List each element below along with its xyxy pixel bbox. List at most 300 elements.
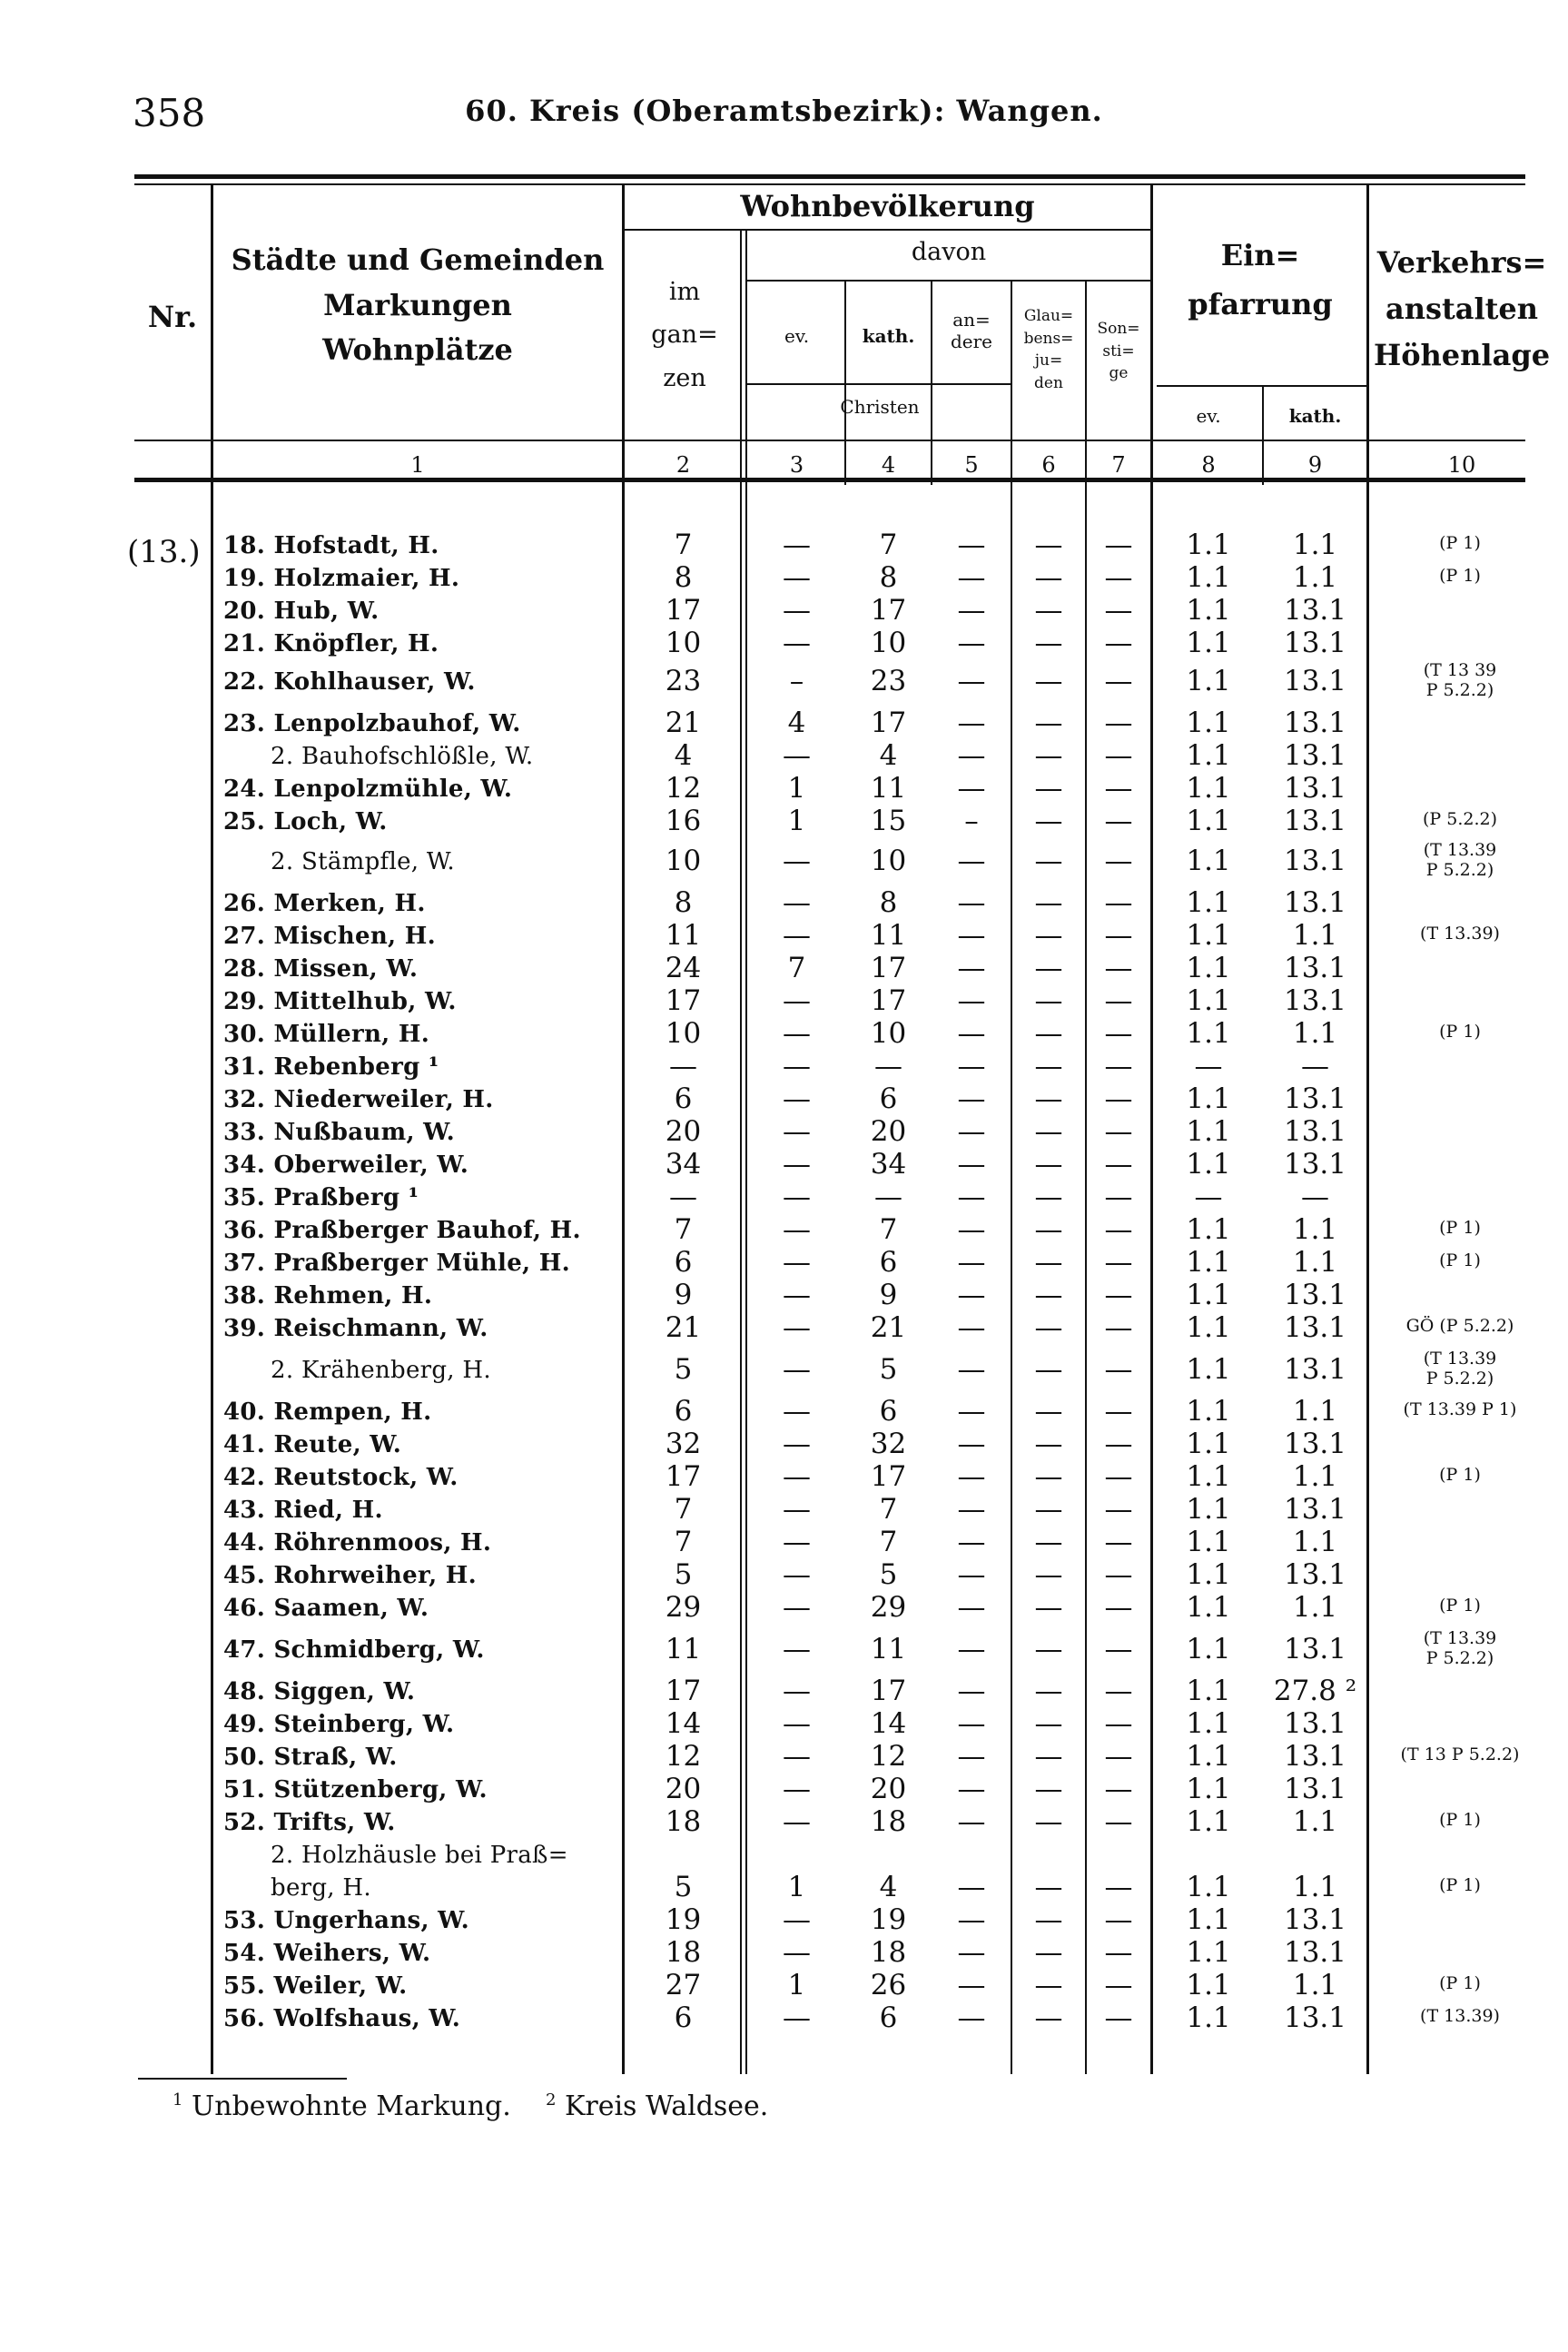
cell-ev: — — [783, 1213, 811, 1246]
cell-juden: — — [1034, 561, 1063, 594]
cell-juden: — — [1034, 984, 1063, 1017]
cell-juden: — — [1034, 772, 1063, 805]
table-row — [0, 886, 1568, 923]
traffic-note-line: P 5.2.2) — [1425, 679, 1494, 700]
cell-sonst: — — [1104, 1493, 1133, 1526]
cell-sonst: — — [1104, 1460, 1133, 1493]
header-verkehr-line3: Höhenlage — [1373, 338, 1551, 373]
place-label: 2. Bauhofschlößle, W. — [271, 743, 538, 770]
cell-kath: 7 — [879, 529, 898, 561]
cell-kath: 11 — [870, 919, 907, 952]
cell-pev: 1.1 — [1186, 739, 1231, 772]
place-label: 2. Stämpfle, W. — [271, 848, 460, 875]
cell-juden: — — [1034, 1871, 1063, 1903]
cell-kath: 6 — [879, 1246, 898, 1279]
cell-kath: 7 — [879, 1526, 898, 1558]
cell-sonst: — — [1104, 627, 1133, 659]
cell-andere: — — [957, 529, 986, 561]
footnote-2-mark: 2 — [545, 2090, 557, 2110]
cell-sonst: — — [1104, 665, 1133, 697]
cell-pev: 1.1 — [1186, 1395, 1231, 1428]
cell-total: 10 — [665, 1017, 702, 1050]
place-name — [223, 532, 616, 559]
cell-pkath: 13.1 — [1283, 1773, 1347, 1805]
place-label: 37. Praßberger Mühle, H. — [223, 1250, 576, 1277]
cell-juden: — — [1034, 1558, 1063, 1591]
traffic-note — [1369, 924, 1551, 944]
cell-andere: — — [957, 1082, 986, 1115]
cell-andere: — — [957, 739, 986, 772]
cell-ev: 1 — [787, 1871, 806, 1903]
cell-total: 23 — [665, 665, 702, 697]
table-row — [0, 919, 1568, 955]
cell-total: 5 — [674, 1353, 693, 1386]
cell-juden: — — [1034, 1969, 1063, 2001]
colno-4: 4 — [881, 452, 896, 478]
traffic-note-line: (P 1) — [1439, 566, 1481, 586]
cell-kath: 6 — [879, 2001, 898, 2034]
cell-andere: — — [957, 1246, 986, 1279]
cell-sonst: — — [1104, 1805, 1133, 1838]
cell-pev: 1.1 — [1186, 886, 1231, 919]
table-row — [0, 1773, 1568, 1809]
header-total-line3: zen — [663, 363, 706, 392]
table-row — [0, 1493, 1568, 1529]
cell-pkath: 13.1 — [1283, 1493, 1347, 1526]
cell-pev: 1.1 — [1186, 1311, 1231, 1344]
cell-andere: — — [957, 1740, 986, 1773]
cell-pev: 1.1 — [1186, 1936, 1231, 1969]
footnote-1: Unbewohnte Markung. — [192, 2090, 511, 2122]
cell-juden: — — [1034, 1428, 1063, 1460]
cell-sonst: — — [1104, 1115, 1133, 1148]
cell-pkath: 13.1 — [1283, 952, 1347, 984]
footnote-2: Kreis Waldsee. — [564, 2090, 769, 2122]
place-name — [223, 1021, 616, 1048]
place-name — [223, 1431, 616, 1458]
cell-pkath: 13.1 — [1283, 739, 1347, 772]
place-label: 45. Rohrweiher, H. — [223, 1562, 482, 1589]
cell-andere: — — [957, 627, 986, 659]
cell-kath: 17 — [870, 707, 907, 739]
table-row — [0, 660, 1568, 701]
cell-andere: — — [957, 1526, 986, 1558]
traffic-note — [1369, 1596, 1551, 1616]
cell-kath: 21 — [870, 1311, 907, 1344]
place-label: 28. Missen, W. — [223, 955, 423, 983]
cell-pev: 1.1 — [1186, 1148, 1231, 1181]
header-einpf-kath: kath. — [1288, 405, 1342, 427]
cell-sonst: — — [1104, 1428, 1133, 1460]
cell-pkath: 1.1 — [1292, 1246, 1338, 1279]
cell-kath: 34 — [870, 1148, 907, 1181]
cell-pkath: 1.1 — [1292, 1460, 1338, 1493]
cell-pkath: 13.1 — [1283, 1311, 1347, 1344]
place-label: 38. Rehmen, H. — [223, 1282, 438, 1309]
cell-total: 10 — [665, 627, 702, 659]
place-name — [271, 1874, 616, 1902]
cell-andere: — — [957, 984, 986, 1017]
place-name — [223, 565, 616, 592]
cell-pev: 1.1 — [1186, 805, 1231, 837]
traffic-note — [1369, 567, 1551, 587]
header-sonstige-line3: ge — [1109, 364, 1129, 383]
cell-sonst: — — [1104, 1082, 1133, 1115]
header-davon: davon — [911, 238, 987, 266]
cell-total: 18 — [665, 1936, 702, 1969]
cell-pkath: 1.1 — [1292, 1591, 1338, 1624]
cell-pev: 1.1 — [1186, 1633, 1231, 1665]
place-label: 21. Knöpfler, H. — [223, 630, 444, 657]
cell-ev: — — [783, 1428, 811, 1460]
cell-ev: — — [783, 1633, 811, 1665]
cell-pkath: 13.1 — [1283, 1353, 1347, 1386]
cell-pkath: 13.1 — [1283, 1428, 1347, 1460]
cell-ev: — — [783, 1279, 811, 1311]
cell-pkath: 1.1 — [1292, 1213, 1338, 1246]
header-einpfarrung-line1: Ein= — [1220, 238, 1300, 272]
cell-total: 8 — [674, 561, 693, 594]
cell-sonst: — — [1104, 1633, 1133, 1665]
cell-total: 14 — [665, 1707, 702, 1740]
table-row — [0, 1558, 1568, 1595]
cell-kath: — — [874, 1050, 902, 1082]
place-label: 44. Röhrenmoos, H. — [223, 1529, 497, 1556]
cell-andere: — — [957, 1633, 986, 1665]
christen-rule — [747, 383, 1011, 385]
cell-juden: — — [1034, 805, 1063, 837]
cell-sonst: — — [1104, 1017, 1133, 1050]
cell-ev: — — [783, 1740, 811, 1773]
cell-sonst: — — [1104, 529, 1133, 561]
cell-pkath: 13.1 — [1283, 1558, 1347, 1591]
cell-sonst: — — [1104, 1213, 1133, 1246]
traffic-note — [1369, 1974, 1551, 1994]
table-row — [0, 1279, 1568, 1315]
header-sonstige — [1087, 318, 1150, 385]
cell-ev: — — [783, 1591, 811, 1624]
cell-sonst: — — [1104, 1279, 1133, 1311]
cell-pev: 1.1 — [1186, 1871, 1231, 1903]
cell-total: 16 — [665, 805, 702, 837]
cell-pev: 1.1 — [1186, 1675, 1231, 1707]
cell-pkath: 13.1 — [1283, 1115, 1347, 1148]
cell-kath: 8 — [879, 561, 898, 594]
cell-sonst: — — [1104, 772, 1133, 805]
cell-andere: — — [957, 1493, 986, 1526]
table-row — [0, 805, 1568, 841]
cell-juden: — — [1034, 1082, 1063, 1115]
cell-ev: 1 — [787, 1969, 806, 2001]
traffic-note-line: (T 13.39) — [1420, 924, 1500, 944]
table-row — [0, 594, 1568, 630]
cell-andere: — — [957, 665, 986, 697]
place-label: 40. Rempen, H. — [223, 1398, 438, 1426]
cell-kath: 8 — [879, 886, 898, 919]
place-label: 42. Reutstock, W. — [223, 1464, 464, 1491]
header-christen: Christen — [840, 396, 920, 418]
place-name — [223, 890, 616, 917]
cell-sonst: — — [1104, 1936, 1133, 1969]
cell-andere: — — [957, 952, 986, 984]
cell-total: 12 — [665, 1740, 702, 1773]
cell-total: 7 — [674, 1526, 693, 1558]
header-total-line1: im — [668, 278, 701, 306]
cell-total: 7 — [674, 1213, 693, 1246]
cell-ev: — — [783, 1181, 811, 1213]
cell-sonst: — — [1104, 1871, 1133, 1903]
cell-kath: 23 — [870, 665, 907, 697]
cell-kath: 17 — [870, 1675, 907, 1707]
cell-total: 7 — [674, 529, 693, 561]
traffic-note — [1369, 810, 1551, 830]
cell-ev: — — [783, 2001, 811, 2034]
cell-andere: — — [957, 1558, 986, 1591]
cell-juden: — — [1034, 627, 1063, 659]
header-andere — [932, 309, 1011, 352]
place-label: 35. Praßberg ¹ — [223, 1184, 424, 1211]
place-name — [223, 1972, 616, 2000]
cell-pev: 1.1 — [1186, 1460, 1231, 1493]
cell-andere: — — [957, 1428, 986, 1460]
cell-sonst: — — [1104, 1969, 1133, 2001]
cell-ev: — — [783, 1082, 811, 1115]
place-label: 55. Weiler, W. — [223, 1972, 413, 2000]
traffic-note-line: (P 1) — [1439, 1465, 1481, 1485]
cell-pkath: 13.1 — [1283, 665, 1347, 697]
cell-andere: — — [957, 919, 986, 952]
cell-pkath: 1.1 — [1292, 1969, 1338, 2001]
place-name — [223, 1282, 616, 1309]
place-label: 51. Stützenberg, W. — [223, 1776, 493, 1804]
cell-juden: — — [1034, 1936, 1063, 1969]
colno-9: 9 — [1307, 452, 1323, 478]
cell-kath: 17 — [870, 594, 907, 627]
cell-total: 20 — [665, 1773, 702, 1805]
cell-ev: — — [783, 1460, 811, 1493]
cell-juden: — — [1034, 1740, 1063, 1773]
header-verkehr-line1: Verkehrs= — [1376, 245, 1547, 280]
cell-pev: 1.1 — [1186, 1903, 1231, 1936]
cell-juden: — — [1034, 1311, 1063, 1344]
cell-pkath: 13.1 — [1283, 707, 1347, 739]
cell-pkath: 13.1 — [1283, 627, 1347, 659]
cell-ev: 1 — [787, 772, 806, 805]
cell-kath: 17 — [870, 1460, 907, 1493]
cell-andere: — — [957, 2001, 986, 2034]
place-label: 52. Trifts, W. — [223, 1809, 401, 1836]
traffic-note-line: GÖ (P 5.2.2) — [1405, 1316, 1514, 1336]
cell-pev: 1.1 — [1186, 772, 1231, 805]
cell-pkath: 13.1 — [1283, 1633, 1347, 1665]
cell-total: — — [669, 1050, 697, 1082]
traffic-note — [1369, 1317, 1551, 1337]
cell-juden: — — [1034, 739, 1063, 772]
traffic-note-line: (T 13.39) — [1420, 2006, 1500, 2026]
cell-pev: 1.1 — [1186, 1246, 1231, 1279]
cell-andere: — — [957, 1353, 986, 1386]
traffic-note-line: (T 13.39 P 1) — [1403, 1399, 1517, 1419]
cell-total: 9 — [674, 1279, 693, 1311]
traffic-note — [1369, 534, 1551, 554]
cell-andere: — — [957, 1903, 986, 1936]
traffic-note — [1369, 841, 1551, 881]
cell-pkath: 13.1 — [1283, 984, 1347, 1017]
cell-pkath: 13.1 — [1283, 594, 1347, 627]
cell-ev: — — [783, 1558, 811, 1591]
traffic-note-line: P 5.2.2) — [1425, 859, 1494, 880]
header-places-line1: Städte und Gemeinden — [231, 242, 605, 277]
cell-juden: — — [1034, 1115, 1063, 1148]
footnotes — [173, 2090, 768, 2122]
table-row — [0, 1707, 1568, 1744]
cell-andere: — — [957, 1395, 986, 1428]
place-label: 49. Steinberg, W. — [223, 1711, 459, 1738]
traffic-note-line: (T 13.39 — [1423, 840, 1497, 860]
table-row — [0, 561, 1568, 598]
cell-pev: 1.1 — [1186, 1740, 1231, 1773]
table-top-rule-thin — [134, 183, 1525, 185]
header-sonstige-line2: sti= — [1102, 341, 1135, 361]
traffic-note-line: (T 13 39 — [1423, 660, 1497, 680]
place-label: berg, H. — [271, 1874, 377, 1902]
cell-andere: — — [957, 1017, 986, 1050]
cell-sonst: — — [1104, 1740, 1133, 1773]
cell-pkath: 1.1 — [1292, 561, 1338, 594]
cell-sonst: — — [1104, 1773, 1133, 1805]
cell-ev: — — [783, 1675, 811, 1707]
cell-total: 17 — [665, 984, 702, 1017]
cell-pev: 1.1 — [1186, 1082, 1231, 1115]
cell-juden: — — [1034, 1246, 1063, 1279]
cell-juden: — — [1034, 1213, 1063, 1246]
cell-ev: — — [783, 984, 811, 1017]
place-label: 22. Kohlhauser, W. — [223, 668, 481, 696]
place-label: 23. Lenpolzbauhof, W. — [223, 710, 527, 737]
cell-ev: — — [783, 739, 811, 772]
cell-kath: 12 — [870, 1740, 907, 1773]
traffic-note-line: (P 1) — [1439, 1875, 1481, 1895]
place-label: 43. Ried, H. — [223, 1497, 389, 1524]
cell-ev: — — [783, 594, 811, 627]
place-name — [271, 743, 616, 770]
traffic-note — [1369, 1349, 1551, 1389]
table-row — [0, 1591, 1568, 1627]
cell-total: 21 — [665, 1311, 702, 1344]
cell-total: 6 — [674, 2001, 693, 2034]
cell-ev: — — [783, 1017, 811, 1050]
place-name — [223, 1595, 616, 1622]
cell-total: 5 — [674, 1558, 693, 1591]
cell-juden: — — [1034, 1773, 1063, 1805]
cell-total: 12 — [665, 772, 702, 805]
footnote-rule — [138, 2078, 347, 2080]
table-row — [0, 1213, 1568, 1250]
place-label: 31. Rebenberg ¹ — [223, 1053, 445, 1081]
cell-juden: — — [1034, 952, 1063, 984]
header-bottom-rule — [134, 440, 1525, 441]
cell-sonst: — — [1104, 561, 1133, 594]
traffic-note — [1369, 2007, 1551, 2027]
cell-juden: — — [1034, 1493, 1063, 1526]
cell-kath: 11 — [870, 772, 907, 805]
colno-2: 2 — [676, 452, 691, 478]
table-row — [0, 739, 1568, 776]
place-label: 2. Krähenberg, H. — [271, 1357, 497, 1384]
cell-kath: 20 — [870, 1773, 907, 1805]
cell-juden: — — [1034, 1460, 1063, 1493]
cell-juden: — — [1034, 1148, 1063, 1181]
cell-pev: 1.1 — [1186, 919, 1231, 952]
traffic-note — [1369, 1466, 1551, 1486]
cell-juden: — — [1034, 665, 1063, 697]
place-name — [223, 2005, 616, 2032]
colno-3: 3 — [789, 452, 804, 478]
traffic-note-line: (T 13.39 — [1423, 1349, 1497, 1369]
colno-5: 5 — [964, 452, 979, 478]
traffic-note-line: (T 13.39 — [1423, 1628, 1497, 1648]
cell-pkath: 1.1 — [1292, 1017, 1338, 1050]
traffic-note — [1369, 1023, 1551, 1043]
traffic-note — [1369, 1629, 1551, 1669]
table-row — [0, 1115, 1568, 1151]
cell-pkath: 1.1 — [1292, 1805, 1338, 1838]
cell-total: 24 — [665, 952, 702, 984]
cell-sonst: — — [1104, 1903, 1133, 1936]
cell-pkath: 13.1 — [1283, 886, 1347, 919]
cell-juden: — — [1034, 1050, 1063, 1082]
cell-ev: — — [783, 1395, 811, 1428]
place-name — [271, 848, 616, 875]
traffic-note — [1369, 661, 1551, 701]
cell-sonst: — — [1104, 739, 1133, 772]
group-label: (13.) — [127, 534, 201, 570]
place-name — [223, 1053, 616, 1081]
traffic-note-line: (P 1) — [1439, 1022, 1481, 1042]
cell-ev: 7 — [787, 952, 806, 984]
cell-ev: — — [783, 529, 811, 561]
cell-juden: — — [1034, 1675, 1063, 1707]
cell-pkath: 13.1 — [1283, 1936, 1347, 1969]
table-row — [0, 707, 1568, 743]
cell-kath: 7 — [879, 1493, 898, 1526]
cell-pev: — — [1194, 1050, 1223, 1082]
place-name — [223, 1809, 616, 1836]
cell-kath: 7 — [879, 1213, 898, 1246]
cell-total: 6 — [674, 1395, 693, 1428]
cell-pkath: 1.1 — [1292, 1526, 1338, 1558]
cell-andere: — — [957, 561, 986, 594]
header-ev: ev. — [784, 325, 810, 347]
cell-juden: — — [1034, 2001, 1063, 2034]
traffic-note-line: P 5.2.2) — [1425, 1368, 1494, 1388]
place-name — [223, 1217, 616, 1244]
cell-sonst: — — [1104, 1181, 1133, 1213]
table-row — [0, 1017, 1568, 1053]
place-label: 29. Mittelhub, W. — [223, 988, 462, 1015]
place-name — [223, 1636, 616, 1664]
footnote-1-mark: 1 — [173, 2090, 183, 2110]
place-name — [223, 1398, 616, 1426]
cell-total: — — [669, 1181, 697, 1213]
cell-ev: — — [783, 1050, 811, 1082]
cell-total: 19 — [665, 1903, 702, 1936]
cell-total: 17 — [665, 1675, 702, 1707]
place-name — [223, 1562, 616, 1589]
place-label: 27. Mischen, H. — [223, 923, 441, 950]
cell-andere: — — [957, 1871, 986, 1903]
table-row — [0, 1395, 1568, 1431]
